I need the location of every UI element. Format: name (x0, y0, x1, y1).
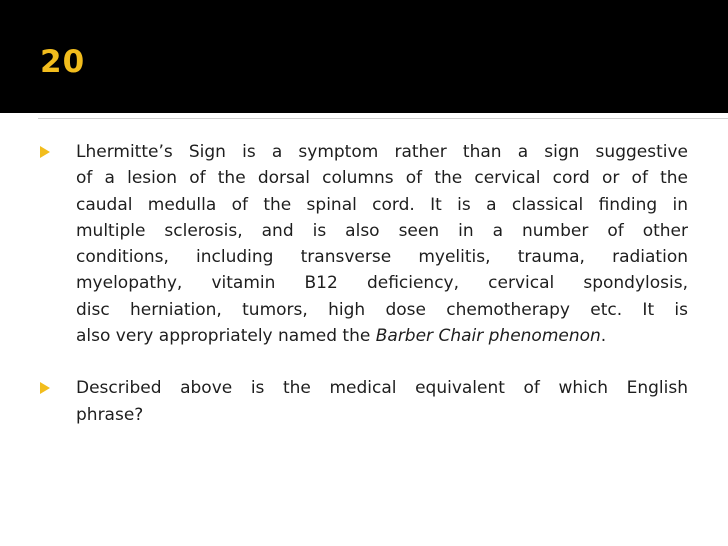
title-divider (38, 118, 728, 119)
text-line: disc herniation, tumors, high dose chemotherapy etc. It is (76, 299, 688, 320)
bullet-item (36, 375, 688, 428)
slide-title: 20 (40, 44, 86, 80)
bullet-item (36, 139, 688, 349)
text-line: multiple sclerosis, and is also seen in a number of other (76, 220, 688, 241)
text-line: Lhermitte’s Sign is a symptom rather than a sign suggestive (76, 142, 688, 162)
text-line: caudal medulla of the spinal cord. It is a classical finding in (76, 194, 688, 215)
emphasis-text: Barber Chair phenomenon (375, 326, 601, 347)
text-line: conditions, including transverse myelitis, trauma, radiation (76, 247, 688, 268)
text-fragment: . (600, 326, 607, 347)
text-fragment: also very appropriately named the (76, 326, 376, 347)
text-line: Described above is the medical equivalent of which English (76, 378, 688, 399)
title-bar (0, 0, 728, 113)
triangle-bullet-icon (40, 382, 50, 394)
slide-content (36, 139, 688, 428)
text-line (76, 323, 688, 349)
triangle-bullet-icon (40, 146, 50, 158)
text-line: phrase? (76, 404, 144, 425)
text-line: myelopathy, vitamin B12 deficiency, cervical spondylosis, (76, 273, 688, 294)
text-line: of a lesion of the dorsal columns of the cervical cord or of the (76, 168, 688, 189)
